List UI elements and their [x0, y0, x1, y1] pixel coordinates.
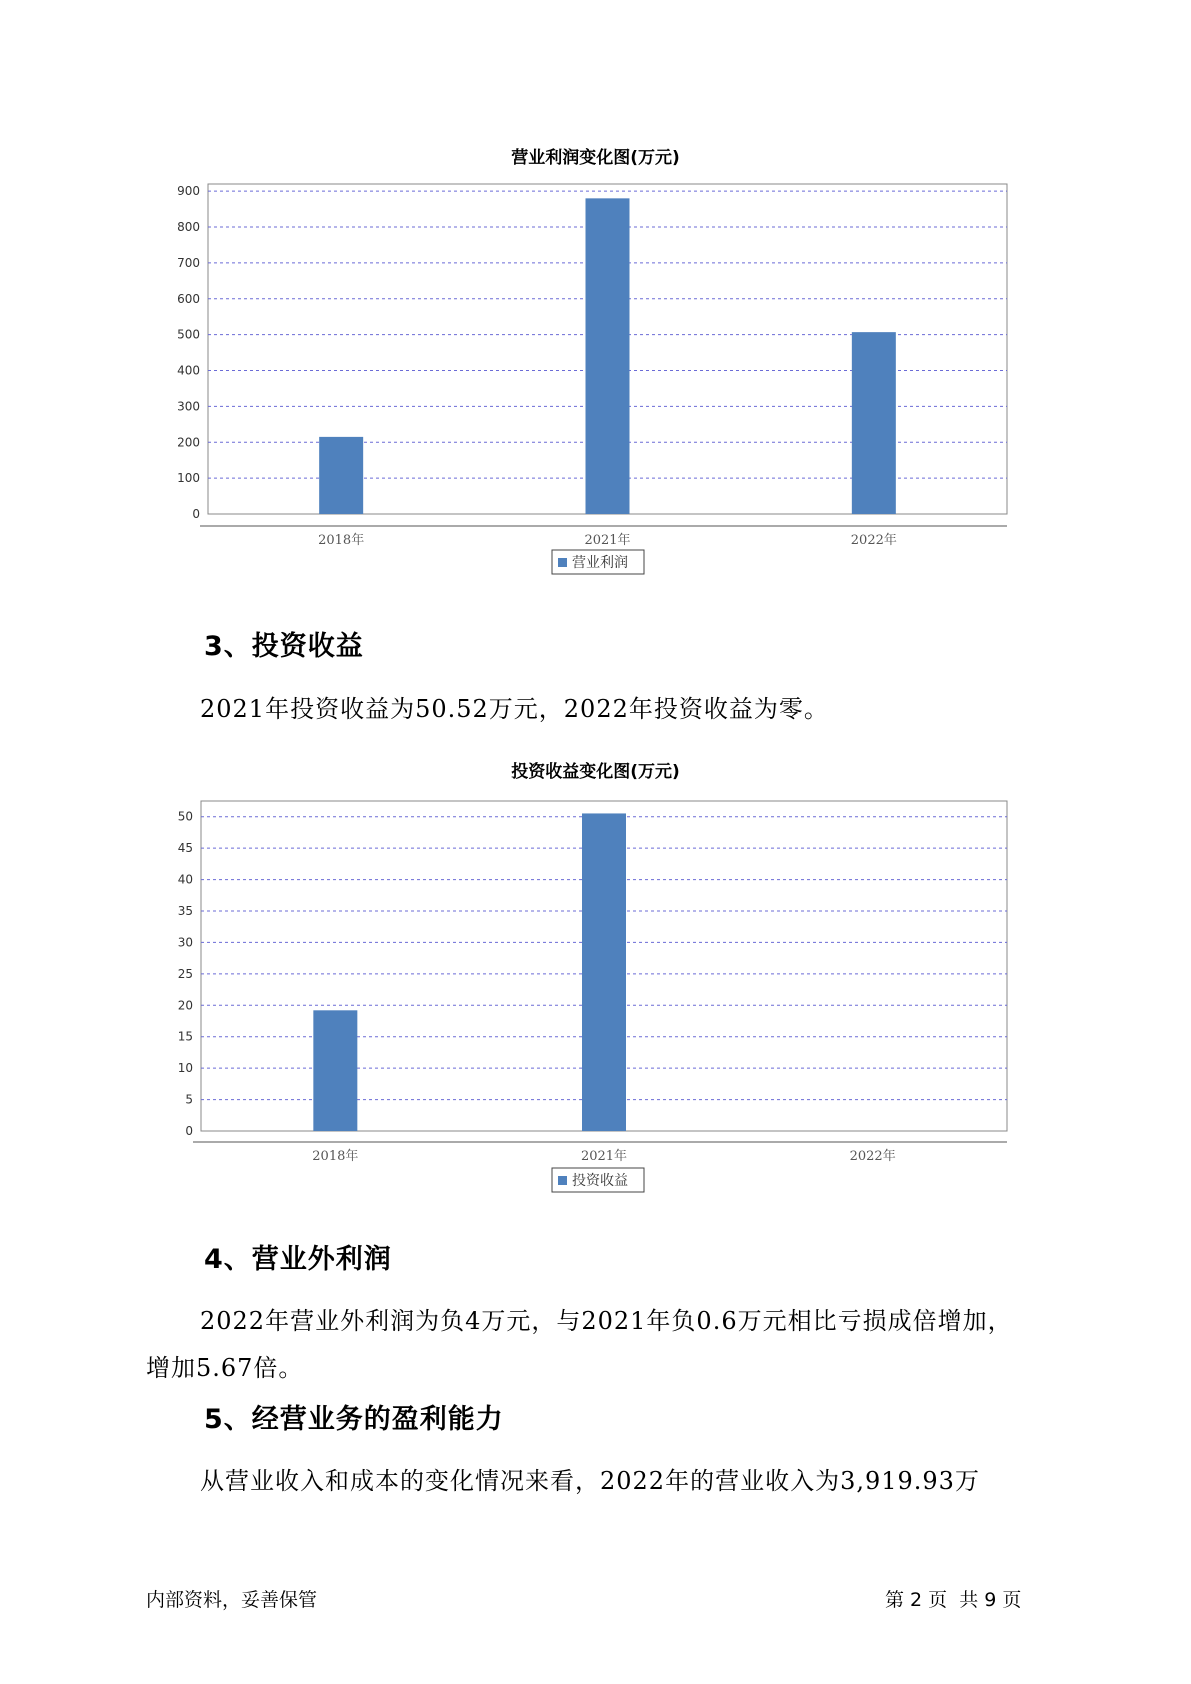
chart-title-operating-profit: 营业利润变化图(万元) — [511, 148, 680, 168]
y-tick-label: 10 — [177, 1061, 193, 1076]
y-tick-label: 15 — [177, 1029, 193, 1044]
y-tick-label: 5 — [185, 1092, 193, 1107]
y-tick-label: 45 — [177, 841, 193, 856]
section-5-heading: 5、经营业务的盈利能力 — [204, 1404, 504, 1435]
bar-2022年 — [852, 332, 896, 514]
legend-swatch — [558, 558, 567, 567]
y-tick-label: 20 — [177, 998, 193, 1013]
y-tick-label: 400 — [177, 363, 200, 378]
legend-swatch — [558, 1176, 567, 1185]
bar-2018年 — [319, 437, 363, 514]
x-tick-label: 2021年 — [584, 533, 631, 548]
y-tick-label: 40 — [177, 872, 193, 887]
footer-page-number: 第 2 页 共 9 页 — [885, 1589, 1022, 1611]
y-tick-label: 600 — [177, 291, 200, 306]
chart-title-investment-income: 投资收益变化图(万元) — [511, 762, 680, 782]
y-tick-label: 0 — [185, 1124, 193, 1138]
investment-income-chart — [0, 780, 1191, 1200]
section-4-text-line1: 2022年营业外利润为负4万元，与2021年负0.6万元相比亏损成倍增加， — [200, 1307, 1013, 1335]
y-tick-label: 30 — [177, 935, 193, 950]
x-tick-label: 2022年 — [849, 1149, 896, 1164]
y-tick-label: 500 — [177, 327, 200, 342]
section-3-text: 2021年投资收益为50.52万元，2022年投资收益为零。 — [200, 695, 829, 723]
x-tick-label: 2022年 — [850, 533, 897, 548]
y-tick-label: 35 — [177, 904, 193, 918]
y-tick-label: 200 — [177, 435, 200, 450]
y-tick-label: 50 — [177, 809, 193, 824]
y-tick-label: 300 — [177, 399, 200, 414]
bar-2021年 — [582, 813, 626, 1131]
section-4-text-line2: 增加5.67倍。 — [146, 1354, 304, 1382]
footer-confidential: 内部资料，妥善保管 — [146, 1589, 318, 1611]
y-tick-label: 900 — [177, 184, 200, 199]
x-tick-label: 2018年 — [318, 533, 365, 548]
section-3-heading: 3、投资收益 — [204, 631, 364, 662]
bar-2021年 — [586, 198, 630, 514]
y-tick-label: 25 — [177, 966, 193, 981]
operating-profit-chart — [0, 170, 1191, 570]
bar-2018年 — [313, 1010, 357, 1131]
legend-label: 营业利润 — [572, 555, 628, 571]
y-tick-label: 800 — [177, 220, 200, 235]
section-5-text: 从营业收入和成本的变化情况来看，2022年的营业收入为3,919.93万 — [200, 1467, 980, 1495]
x-tick-label: 2021年 — [580, 1149, 628, 1164]
y-tick-label: 0 — [192, 507, 200, 521]
legend-label: 投资收益 — [572, 1173, 628, 1189]
section-4-heading: 4、营业外利润 — [204, 1244, 392, 1275]
y-tick-label: 700 — [177, 255, 200, 270]
y-tick-label: 100 — [177, 471, 200, 486]
x-tick-label: 2018年 — [312, 1149, 359, 1164]
